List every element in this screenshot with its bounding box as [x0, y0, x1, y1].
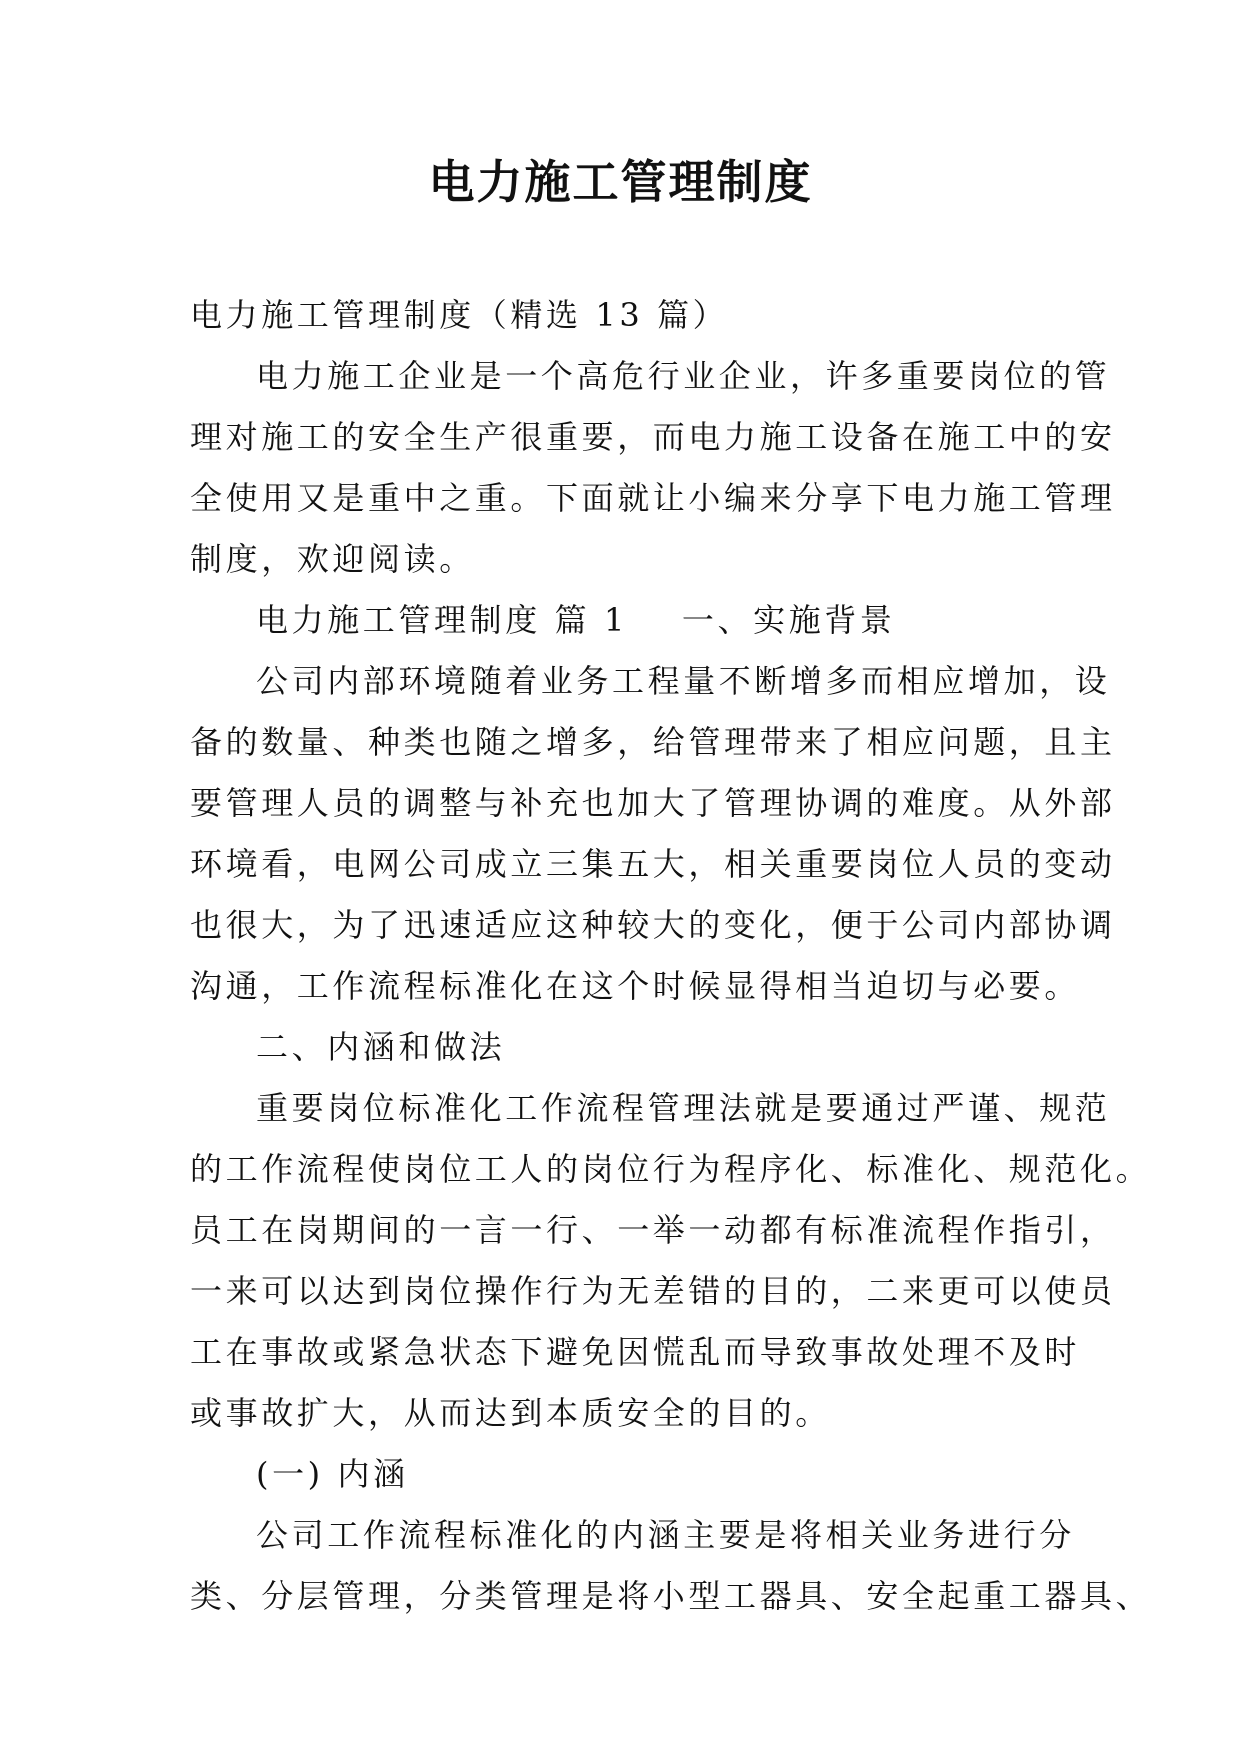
line-text: 公司工作流程标准化的内涵主要是将相关业务进行分 [256, 1516, 1075, 1554]
body-line [190, 1078, 1111, 1139]
section-heading: 电力施工管理制度 篇 1 [256, 601, 628, 639]
body-line [190, 1322, 1081, 1383]
line-text: 一来可以达到岗位操作行为无差错的目的，二来更可以使员 [190, 1272, 1116, 1310]
line-text: 重要岗位标准化工作流程管理法就是要通过严谨、规范 [256, 1089, 1111, 1127]
line-text: 环境看，电网公司成立三集五大，相关重要岗位人员的变动 [190, 845, 1116, 883]
body-line [190, 529, 1050, 590]
subsection-heading: (一) 内涵 [256, 1455, 409, 1493]
body-line [190, 285, 1050, 346]
line-text: 员工在岗期间的一言一行、一举一动都有标准流程作指引， [190, 1211, 1116, 1249]
body-line [190, 468, 1116, 529]
body-line [190, 651, 1111, 712]
body-line [190, 1566, 1152, 1627]
body-line [190, 1383, 1050, 1444]
line-text: 沟通，工作流程标准化在这个时候显得相当迫切与必要。 [190, 967, 1081, 1005]
body-line [190, 773, 1116, 834]
line-text: 要管理人员的调整与补充也加大了管理协调的难度。从外部 [190, 784, 1116, 822]
body-line [190, 346, 1111, 407]
line-text: 也很大，为了迅速适应这种较大的变化，便于公司内部协调 [190, 906, 1116, 944]
line-text: 工在事故或紧急状态下避免因慌乱而导致事故处理不及时 [190, 1333, 1081, 1371]
body-line [190, 956, 1081, 1017]
line-text: 理对施工的安全生产很重要，而电力施工设备在施工中的安 [190, 418, 1116, 456]
line-text: 制度，欢迎阅读。 [190, 540, 475, 578]
body-line [190, 1017, 1050, 1078]
subsection-heading: 一、实施背景 [681, 601, 896, 639]
document-body [190, 285, 1152, 1627]
subsection-heading: 二、内涵和做法 [256, 1028, 506, 1066]
body-line [190, 1139, 1152, 1200]
body-line [190, 834, 1116, 895]
body-line [190, 590, 1050, 651]
body-line [190, 407, 1116, 468]
line-text: 电力施工企业是一个高危行业企业，许多重要岗位的管 [256, 357, 1111, 395]
body-line [190, 1444, 1050, 1505]
body-line [190, 1261, 1116, 1322]
body-line [190, 1505, 1075, 1566]
body-line [190, 1200, 1116, 1261]
line-text: 全使用又是重中之重。下面就让小编来分享下电力施工管理 [190, 479, 1116, 517]
line-text: 类、分层管理，分类管理是将小型工器具、安全起重工器具、 [190, 1577, 1152, 1615]
line-text: 的工作流程使岗位工人的岗位行为程序化、标准化、规范化。 [190, 1150, 1152, 1188]
document-title: 电力施工管理制度 [428, 155, 813, 209]
line-text: 公司内部环境随着业务工程量不断增多而相应增加，设 [256, 662, 1111, 700]
body-line [190, 712, 1116, 773]
line-text: 或事故扩大，从而达到本质安全的目的。 [190, 1394, 831, 1432]
line-text: 电力施工管理制度（精选 13 篇） [190, 296, 729, 334]
body-line [190, 895, 1116, 956]
line-text: 备的数量、种类也随之增多，给管理带来了相应问题，且主 [190, 723, 1116, 761]
